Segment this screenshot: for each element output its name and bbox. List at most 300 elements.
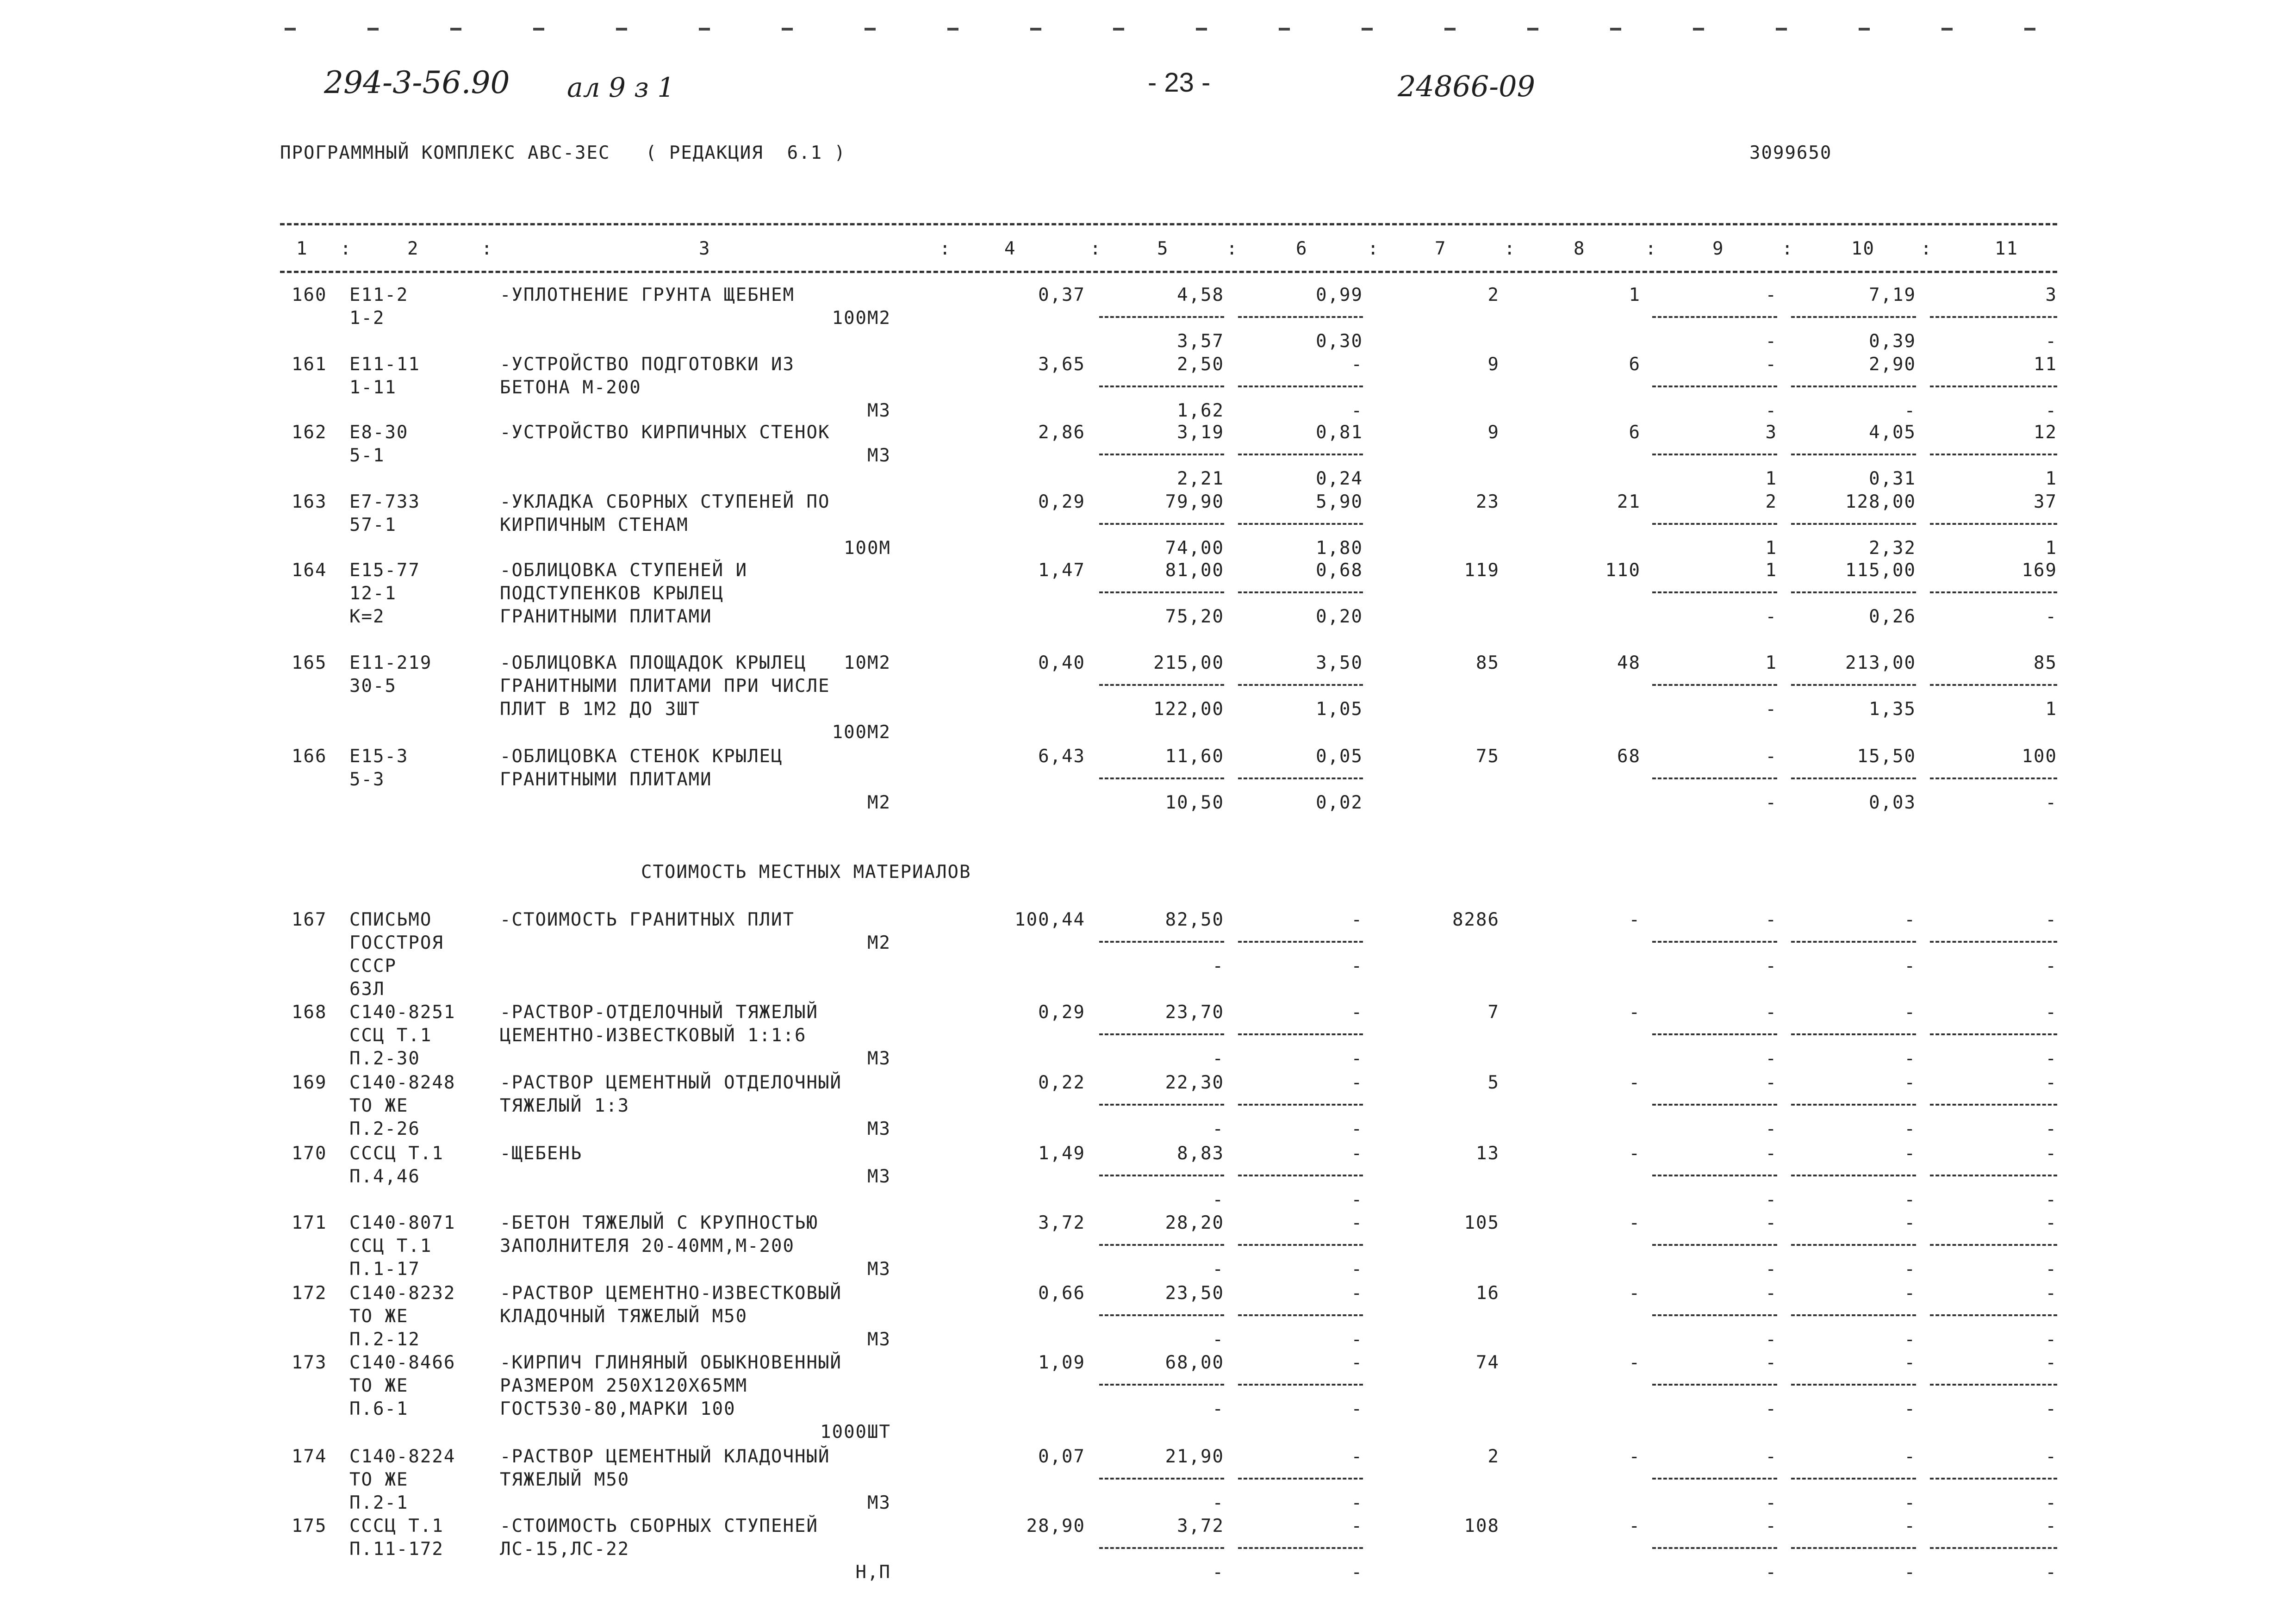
work-name: -РАСТВОР-ОТДЕЛОЧНЫЙ ТЯЖЕЛЫЙ <box>500 1002 818 1023</box>
quantity: 3,65 <box>1038 354 1085 375</box>
row-number: 165 <box>292 653 327 673</box>
unit-cost-wage: 74,00 <box>1165 538 1224 559</box>
dashed-rule <box>1652 386 1777 387</box>
col9-wage: - <box>1765 1259 1777 1280</box>
rate-code: П.4,46 <box>349 1166 420 1187</box>
unit: 10М2 <box>844 653 891 673</box>
col10-wage: - <box>1904 400 1916 421</box>
dashed-rule <box>1238 523 1363 525</box>
dashed-rule <box>1099 941 1224 943</box>
rate-code: СССЦ Т.1 <box>349 1143 444 1164</box>
machine-cost: 0,99 <box>1316 285 1363 305</box>
labor-cost: - <box>1629 909 1641 930</box>
col10-wage: - <box>1904 1562 1916 1583</box>
col11-value: 37 <box>2034 491 2057 512</box>
dashed-rule <box>1238 1104 1363 1106</box>
col11-value: - <box>2045 1516 2057 1536</box>
work-name: -СТОИМОСТЬ СБОРНЫХ СТУПЕНЕЙ <box>500 1516 818 1536</box>
rate-code: 30-5 <box>349 676 397 696</box>
dashed-rule <box>1099 1384 1224 1386</box>
column-separator: : <box>1226 238 1238 259</box>
work-name: -РАСТВОР ЦЕМЕНТНЫЙ ОТДЕЛОЧНЫЙ <box>500 1072 842 1093</box>
work-name: ПОДСТУПЕНКОВ КРЫЛЕЦ <box>500 583 724 604</box>
work-name: -ОБЛИЦОВКА СТУПЕНЕЙ И <box>500 560 748 581</box>
dashed-rule <box>1238 1547 1363 1549</box>
rate-code: ТО ЖЕ <box>349 1306 409 1327</box>
col11-value: 3 <box>2045 285 2057 305</box>
col10-value: 115,00 <box>1845 560 1916 581</box>
machine-cost-wage: 1,80 <box>1316 538 1363 559</box>
labor-cost: 110 <box>1605 560 1641 581</box>
rate-code: П.11-172 <box>349 1539 444 1560</box>
dash-mark <box>782 28 793 31</box>
work-name: КИРПИЧНЫМ СТЕНАМ <box>500 515 689 535</box>
labor-cost: - <box>1629 1143 1641 1164</box>
column-header: 11 <box>1995 238 2018 259</box>
col10-value: 4,05 <box>1869 422 1916 443</box>
unit-cost: 82,50 <box>1165 909 1224 930</box>
work-name: -ОБЛИЦОВКА ПЛОЩАДОК КРЫЛЕЦ <box>500 653 807 673</box>
dashed-rule <box>1099 1314 1224 1316</box>
col11-wage: - <box>2045 1562 2057 1583</box>
dash-mark <box>1693 28 1704 31</box>
labor-cost: - <box>1629 1446 1641 1467</box>
rate-code: Е15-77 <box>349 560 420 581</box>
dashed-rule <box>1791 454 1916 455</box>
row-number: 162 <box>292 422 327 443</box>
rate-code: ТО ЖЕ <box>349 1375 409 1396</box>
quantity: 0,22 <box>1038 1072 1085 1093</box>
unit: М3 <box>867 1259 891 1280</box>
rate-code: 12-1 <box>349 583 397 604</box>
col11-wage: - <box>2045 400 2057 421</box>
dashed-rule <box>1652 1478 1777 1480</box>
total-cost: 9 <box>1487 354 1500 375</box>
col10-wage: - <box>1904 1492 1916 1513</box>
machine-cost-wage: 0,02 <box>1316 792 1363 813</box>
rate-code: СПИСЬМО <box>349 909 432 930</box>
total-cost: 75 <box>1476 746 1500 767</box>
col10-value: - <box>1904 1002 1916 1023</box>
dashed-rule <box>1930 941 2057 943</box>
col11-wage: - <box>2045 606 2057 627</box>
program-title: ПРОГРАММНЫЙ КОМПЛЕКС АВС-3ЕС ( РЕДАКЦИЯ 6.1 ) <box>280 143 846 163</box>
rate-code: Е15-3 <box>349 746 409 767</box>
col10-value: 128,00 <box>1845 491 1916 512</box>
work-name: БЕТОНА М-200 <box>500 377 641 398</box>
dashed-rule <box>1238 941 1363 943</box>
dashed-rule <box>1930 591 2057 593</box>
machine-cost: 5,90 <box>1316 491 1363 512</box>
col11-value: - <box>2045 1143 2057 1164</box>
machine-cost-wage: - <box>1351 1562 1363 1583</box>
dashed-rule <box>1652 777 1777 779</box>
col10-value: 2,90 <box>1869 354 1916 375</box>
unit: М3 <box>867 400 891 421</box>
col10-wage: - <box>1904 1189 1916 1210</box>
dashed-rule <box>1652 454 1777 455</box>
dashed-rule <box>1791 316 1916 318</box>
work-name: -РАСТВОР ЦЕМЕНТНЫЙ КЛАДОЧНЫЙ <box>500 1446 830 1467</box>
col11-value: 100 <box>2022 746 2057 767</box>
dashed-rule <box>1652 1547 1777 1549</box>
labor-cost: 6 <box>1629 354 1641 375</box>
dashed-rule <box>1238 591 1363 593</box>
labor-cost: - <box>1629 1213 1641 1233</box>
rate-code: Е11-11 <box>349 354 420 375</box>
col9-wage: - <box>1765 1399 1777 1419</box>
dash-mark <box>699 28 710 31</box>
dashed-rule <box>1099 1244 1224 1246</box>
dashed-rule <box>1791 386 1916 387</box>
dashed-rule <box>1791 1244 1916 1246</box>
col9-wage: - <box>1765 1119 1777 1139</box>
column-header: 8 <box>1574 238 1586 259</box>
dashed-rule <box>1099 1104 1224 1106</box>
col9-wage: - <box>1765 606 1777 627</box>
unit: М3 <box>867 1492 891 1513</box>
work-name: -КИРПИЧ ГЛИНЯНЫЙ ОБЫКНОВЕННЫЙ <box>500 1352 842 1373</box>
col9-wage: - <box>1765 699 1777 720</box>
col11-wage: 1 <box>2045 538 2057 559</box>
dashed-rule <box>1099 523 1224 525</box>
dash-mark <box>450 28 461 31</box>
dashed-rule <box>1930 1384 2057 1386</box>
machine-cost-wage: 1,05 <box>1316 699 1363 720</box>
unit-cost-wage: 2,21 <box>1177 468 1224 489</box>
rate-code: Е11-219 <box>349 653 432 673</box>
unit: М3 <box>867 445 891 466</box>
dashed-rule <box>1238 316 1363 318</box>
dashed-rule <box>1791 1033 1916 1035</box>
total-cost: 108 <box>1464 1516 1500 1536</box>
dashed-rule <box>1652 1033 1777 1035</box>
total-cost: 16 <box>1476 1283 1500 1304</box>
unit-cost-wage: - <box>1212 1562 1224 1583</box>
col11-wage: 1 <box>2045 699 2057 720</box>
dashed-rule <box>1238 1244 1363 1246</box>
col9-wage: - <box>1765 1048 1777 1069</box>
col10-value: - <box>1904 1072 1916 1093</box>
column-header: 9 <box>1712 238 1724 259</box>
dash-mark <box>1279 28 1290 31</box>
dashed-rule <box>1099 1033 1224 1035</box>
machine-cost-wage: - <box>1351 1189 1363 1210</box>
dashed-rule <box>1791 1384 1916 1386</box>
quantity: 28,90 <box>1026 1516 1085 1536</box>
unit-cost: 11,60 <box>1165 746 1224 767</box>
dashed-rule <box>1791 523 1916 525</box>
rate-code: С140-8071 <box>349 1213 456 1233</box>
dashed-rule <box>1238 684 1363 686</box>
col10-value: 213,00 <box>1845 653 1916 673</box>
dash-mark <box>1362 28 1373 31</box>
unit-cost: 23,50 <box>1165 1283 1224 1304</box>
work-name: КЛАДОЧНЫЙ ТЯЖЕЛЫЙ М50 <box>500 1306 748 1327</box>
column-header: 1 <box>296 238 308 259</box>
dashed-rule <box>1930 523 2057 525</box>
quantity: 0,66 <box>1038 1283 1085 1304</box>
dashed-rule <box>1791 591 1916 593</box>
col9-value: - <box>1765 746 1777 767</box>
dash-mark <box>1196 28 1207 31</box>
col11-wage: - <box>2045 1048 2057 1069</box>
dash-mark <box>1610 28 1621 31</box>
machine-cost: 0,68 <box>1316 560 1363 581</box>
rate-code: 1-2 <box>349 308 385 329</box>
work-name: -ОБЛИЦОВКА СТЕНОК КРЫЛЕЦ <box>500 746 783 767</box>
col9-value: - <box>1765 1213 1777 1233</box>
col10-wage: - <box>1904 956 1916 976</box>
col11-wage: 1 <box>2045 468 2057 489</box>
dashed-rule <box>1238 454 1363 455</box>
machine-cost: - <box>1351 1002 1363 1023</box>
col11-value: - <box>2045 1283 2057 1304</box>
col11-value: - <box>2045 1002 2057 1023</box>
rate-code: П.2-1 <box>349 1492 409 1513</box>
unit-cost: 215,00 <box>1153 653 1224 673</box>
work-name: ЛС-15,ЛС-22 <box>500 1539 630 1560</box>
row-number: 163 <box>292 491 327 512</box>
rate-code: Е7-733 <box>349 491 420 512</box>
row-number: 172 <box>292 1283 327 1304</box>
handwritten-sheet-note: ал 9 з 1 <box>567 72 675 103</box>
dash-mark <box>533 28 544 31</box>
total-cost: 2 <box>1487 1446 1500 1467</box>
work-name: ПЛИТ В 1М2 ДО 3ШТ <box>500 699 701 720</box>
col10-value: - <box>1904 1283 1916 1304</box>
machine-cost: - <box>1351 1352 1363 1373</box>
rate-code: ТО ЖЕ <box>349 1095 409 1116</box>
labor-cost: - <box>1629 1072 1641 1093</box>
row-number: 169 <box>292 1072 327 1093</box>
machine-cost: - <box>1351 1283 1363 1304</box>
col9-value: - <box>1765 285 1777 305</box>
col11-wage: - <box>2045 1329 2057 1350</box>
row-number: 166 <box>292 746 327 767</box>
dashed-rule <box>1791 777 1916 779</box>
unit-cost: 23,70 <box>1165 1002 1224 1023</box>
unit: 100М <box>844 538 891 559</box>
work-name: РАЗМЕРОМ 250Х120Х65ММ <box>500 1375 748 1396</box>
column-separator: : <box>1504 238 1516 259</box>
unit-cost-wage: - <box>1212 1329 1224 1350</box>
col10-wage: 2,32 <box>1869 538 1916 559</box>
row-number: 171 <box>292 1213 327 1233</box>
col10-value: 7,19 <box>1869 285 1916 305</box>
unit-cost-wage: 75,20 <box>1165 606 1224 627</box>
col11-value: - <box>2045 1072 2057 1093</box>
dashed-rule <box>1930 316 2057 318</box>
dashed-rule <box>1238 1478 1363 1480</box>
machine-cost-wage: - <box>1351 1259 1363 1280</box>
dashed-rule <box>1099 454 1224 455</box>
col11-wage: - <box>2045 1119 2057 1139</box>
column-header: 10 <box>1851 238 1875 259</box>
col11-value: 11 <box>2034 354 2057 375</box>
col10-wage: 1,35 <box>1869 699 1916 720</box>
dashed-rule <box>1791 1478 1916 1480</box>
quantity: 0,37 <box>1038 285 1085 305</box>
col9-value: 2 <box>1765 491 1777 512</box>
rate-code: Е8-30 <box>349 422 409 443</box>
unit-cost: 3,72 <box>1177 1516 1224 1536</box>
unit-cost: 81,00 <box>1165 560 1224 581</box>
col10-wage: - <box>1904 1329 1916 1350</box>
section-title: СТОИМОСТЬ МЕСТНЫХ МАТЕРИАЛОВ <box>641 862 971 883</box>
col9-value: - <box>1765 1516 1777 1536</box>
rate-code: С140-8224 <box>349 1446 456 1467</box>
work-name: -УСТРОЙСТВО КИРПИЧНЫХ СТЕНОК <box>500 422 830 443</box>
machine-cost: - <box>1351 1516 1363 1536</box>
col9-wage: 1 <box>1765 468 1777 489</box>
dash-mark <box>1113 28 1124 31</box>
dashed-rule <box>1238 1384 1363 1386</box>
rate-code: СССЦ Т.1 <box>349 1516 444 1536</box>
dash-mark <box>2024 28 2035 31</box>
row-number: 170 <box>292 1143 327 1164</box>
col11-value: - <box>2045 909 2057 930</box>
unit: 100М2 <box>832 308 891 329</box>
quantity: 1,09 <box>1038 1352 1085 1373</box>
dash-mark <box>367 28 379 31</box>
work-name: -ЩЕБЕНЬ <box>500 1143 583 1164</box>
unit-cost: 8,83 <box>1177 1143 1224 1164</box>
machine-cost: 0,05 <box>1316 746 1363 767</box>
dash-mark <box>1444 28 1456 31</box>
row-number: 164 <box>292 560 327 581</box>
col10-value: - <box>1904 909 1916 930</box>
total-cost: 2 <box>1487 285 1500 305</box>
unit-cost-wage: - <box>1212 1492 1224 1513</box>
rate-code: ТО ЖЕ <box>349 1469 409 1490</box>
quantity: 3,72 <box>1038 1213 1085 1233</box>
column-separator: : <box>940 238 952 259</box>
work-name: -РАСТВОР ЦЕМЕНТНО-ИЗВЕСТКОВЫЙ <box>500 1283 842 1304</box>
total-cost: 105 <box>1464 1213 1500 1233</box>
rate-code: С140-8466 <box>349 1352 456 1373</box>
machine-cost-wage: 0,20 <box>1316 606 1363 627</box>
total-cost: 74 <box>1476 1352 1500 1373</box>
col11-wage: - <box>2045 1492 2057 1513</box>
handwritten-doc-number: 294-3-56.90 <box>324 65 510 100</box>
dash-mark <box>285 28 296 31</box>
total-cost: 9 <box>1487 422 1500 443</box>
machine-cost-wage: - <box>1351 1399 1363 1419</box>
dashed-rule <box>1791 1314 1916 1316</box>
dash-mark <box>1527 28 1538 31</box>
dashed-rule <box>1652 1104 1777 1106</box>
col11-wage: - <box>2045 1259 2057 1280</box>
unit-cost: 4,58 <box>1177 285 1224 305</box>
column-header: 4 <box>1004 238 1016 259</box>
unit-cost: 68,00 <box>1165 1352 1224 1373</box>
work-name: ТЯЖЕЛЫЙ 1:3 <box>500 1095 630 1116</box>
unit-cost: 2,50 <box>1177 354 1224 375</box>
labor-cost: 1 <box>1629 285 1641 305</box>
dashed-rule <box>1238 386 1363 387</box>
labor-cost: - <box>1629 1283 1641 1304</box>
total-cost: 85 <box>1476 653 1500 673</box>
machine-cost: 0,81 <box>1316 422 1363 443</box>
work-name: -БЕТОН ТЯЖЕЛЫЙ С КРУПНОСТЬЮ <box>500 1213 818 1233</box>
unit: М3 <box>867 1119 891 1139</box>
column-separator: : <box>1782 238 1794 259</box>
machine-cost-wage: - <box>1351 956 1363 976</box>
machine-cost-wage: - <box>1351 1119 1363 1139</box>
table-top-rule <box>280 223 2057 225</box>
col9-value: 3 <box>1765 422 1777 443</box>
machine-cost-wage: - <box>1351 1492 1363 1513</box>
col10-value: - <box>1904 1352 1916 1373</box>
rate-code: СССР <box>349 956 397 976</box>
work-name: -УПЛОТНЕНИЕ ГРУНТА ЩЕБНЕМ <box>500 285 795 305</box>
dashed-rule <box>1930 684 2057 686</box>
column-header: 6 <box>1296 238 1308 259</box>
col11-wage: - <box>2045 1189 2057 1210</box>
work-name: -УСТРОЙСТВО ПОДГОТОВКИ ИЗ <box>500 354 795 375</box>
machine-cost: - <box>1351 1446 1363 1467</box>
col11-value: - <box>2045 1352 2057 1373</box>
col10-wage: - <box>1904 1119 1916 1139</box>
dashed-rule <box>1238 1033 1363 1035</box>
rate-code: 5-1 <box>349 445 385 466</box>
col10-value: - <box>1904 1143 1916 1164</box>
col10-value: 15,50 <box>1857 746 1916 767</box>
labor-cost: 6 <box>1629 422 1641 443</box>
unit-cost-wage: 122,00 <box>1153 699 1224 720</box>
unit-cost: 79,90 <box>1165 491 1224 512</box>
quantity: 0,29 <box>1038 1002 1085 1023</box>
rate-code: П.1-17 <box>349 1259 420 1280</box>
dashed-rule <box>1099 591 1224 593</box>
col11-value: 12 <box>2034 422 2057 443</box>
unit-cost-wage: - <box>1212 1048 1224 1069</box>
dashed-rule <box>1791 941 1916 943</box>
total-cost: 119 <box>1464 560 1500 581</box>
quantity: 2,86 <box>1038 422 1085 443</box>
labor-cost: - <box>1629 1002 1641 1023</box>
dashed-rule <box>1238 1314 1363 1316</box>
dashed-rule <box>1652 1175 1777 1176</box>
quantity: 0,07 <box>1038 1446 1085 1467</box>
col10-wage: - <box>1904 1048 1916 1069</box>
machine-cost: - <box>1351 909 1363 930</box>
labor-cost: 21 <box>1617 491 1641 512</box>
quantity: 0,29 <box>1038 491 1085 512</box>
work-name: ТЯЖЕЛЫЙ М50 <box>500 1469 630 1490</box>
col10-value: - <box>1904 1516 1916 1536</box>
col11-wage: - <box>2045 331 2057 352</box>
col9-value: - <box>1765 1352 1777 1373</box>
quantity: 1,47 <box>1038 560 1085 581</box>
unit: М3 <box>867 1048 891 1069</box>
work-name: ЗАПОЛНИТЕЛЯ 20-40ММ,М-200 <box>500 1236 795 1256</box>
col11-value: - <box>2045 1446 2057 1467</box>
labor-cost: 48 <box>1617 653 1641 673</box>
unit-cost-wage: - <box>1212 1189 1224 1210</box>
column-header: 5 <box>1157 238 1169 259</box>
col9-value: - <box>1765 1283 1777 1304</box>
dashed-rule <box>1930 1478 2057 1480</box>
dashed-rule <box>1930 1547 2057 1549</box>
machine-cost-wage: - <box>1351 400 1363 421</box>
total-cost: 23 <box>1476 491 1500 512</box>
work-name: -УКЛАДКА СБОРНЫХ СТУПЕНЕЙ ПО <box>500 491 830 512</box>
col9-value: - <box>1765 1002 1777 1023</box>
dashed-rule <box>1930 1104 2057 1106</box>
rate-code: ССЦ Т.1 <box>349 1236 432 1256</box>
